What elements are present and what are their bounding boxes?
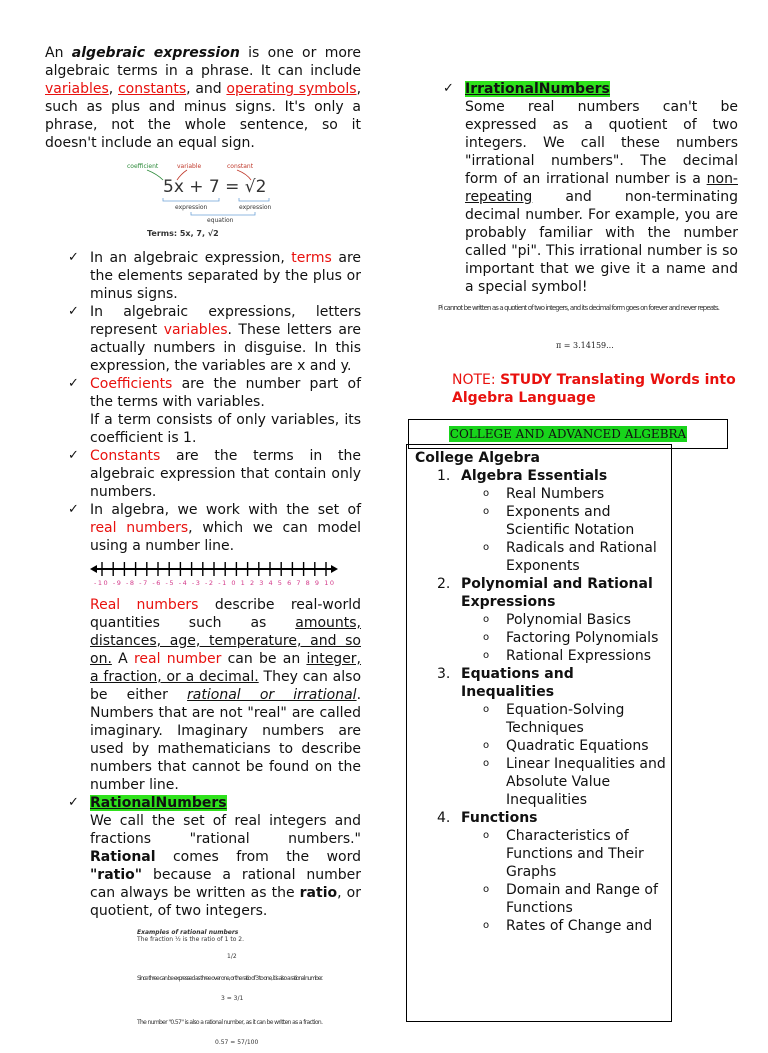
outline-topic: o Factoring Polynomials [483, 630, 659, 646]
svg-text:Examples of rational numbers: Examples of rational numbers [137, 929, 239, 936]
college-algebra-banner: COLLEGE AND ADVANCED ALGEBRA [408, 419, 728, 449]
bullet-constants: ✓ Constants are the terms in the algebraic expression that contain only numbers. [68, 448, 361, 500]
intro-paragraph: An algebraic expression is one or more algebraic terms in a phrase. It can include variables, constants, and operating symbols, such as plus and minus signs. It's only a phrase, not the whole sentence, so it doesn't include an equal sign. [45, 45, 362, 151]
equation-diagram [127, 160, 287, 240]
study-note: NOTE: STUDY Translating Words into Algebra Language [452, 372, 736, 406]
circle-bullet-icon: o [483, 830, 490, 841]
outline-section [415, 665, 671, 809]
label-expression-right: expression [239, 204, 272, 211]
section-title: Polynomial and Rational Expressions [461, 576, 653, 610]
circle-bullet-icon: o [483, 740, 490, 751]
rational-heading: RationalNumbers [90, 795, 227, 811]
constants-link[interactable]: constants [117, 81, 187, 97]
outline-topic: o Domain and Range of Functions [483, 882, 658, 916]
outline-topic: o Quadratic Equations [483, 738, 649, 754]
outline-section [415, 809, 671, 935]
definition-bullets [45, 249, 361, 555]
label-coefficient: coefficient [127, 163, 159, 170]
algebraic-expression-term: algebraic expression [71, 45, 240, 61]
irrational-heading: IrrationalNumbers [465, 81, 610, 97]
outline-title: College Algebra [415, 450, 540, 466]
label-equation: equation [207, 217, 234, 224]
circle-bullet-icon: o [483, 758, 490, 769]
section-number: 2. [437, 576, 451, 592]
outline-topic: o Equation-Solving Techniques [483, 702, 625, 736]
outline-topic: o Characteristics of Functions and Their Graphs [483, 828, 644, 880]
number-line-labels: -10 -9 -8 -7 -6 -5 -4 -3 -2 -1 0 1 2 3 4 5 6 7 8 9 10 [94, 579, 334, 587]
operating-symbols-link[interactable]: operating symbols [226, 81, 357, 97]
course-outline-box [406, 444, 672, 1022]
label-expression-left: expression [175, 204, 208, 211]
check-icon: ✓ [68, 502, 79, 517]
outline-topic: o Exponents and Scientific Notation [483, 504, 635, 538]
rational-section: ✓ RationalNumbers We call the set of real integers and fractions "rational numbers." Rational comes from the word "ratio" because a rational number can always be written as the ratio, or quotient, of two integers. [68, 795, 361, 919]
outline-topic: o Polynomial Basics [483, 612, 631, 628]
outline-section [415, 467, 671, 575]
label-variable: variable [177, 163, 202, 170]
section-number: 4. [437, 810, 451, 826]
label-constant: constant [227, 163, 254, 170]
pi-value: π = 3.14159... [556, 341, 614, 350]
circle-bullet-icon: o [483, 614, 490, 625]
check-icon: ✓ [68, 304, 79, 319]
outline-topic: o Radicals and Rational Exponents [483, 540, 657, 574]
outline-section [415, 575, 671, 665]
circle-bullet-icon: o [483, 488, 490, 499]
svg-text:3 = 3/1: 3 = 3/1 [221, 995, 244, 1002]
circle-bullet-icon: o [483, 920, 490, 931]
bullet-terms: ✓ In an algebraic expression, terms are the elements separated by the plus or minus signs. [68, 250, 362, 302]
svg-text:Since three can be expressed a: Since three can be expressed as three over one, or the ratio of 3 to one, it is also a rational number. [137, 975, 324, 982]
real-numbers-paragraph: Real numbers describe real-world quantities such as amounts, distances, age, temperature, and so on. A real number can be an integer, a fraction, or a decimal. They can also be either rational or irrational. Numbers that are not "real" are called imaginary. Imaginary numbers are used by mathematicians to describe numbers that cannot be found on the number line. [90, 597, 362, 793]
rational-examples-figure [135, 928, 331, 1048]
svg-text:1/2: 1/2 [227, 953, 237, 960]
right-column [420, 80, 738, 449]
outline-list [415, 467, 671, 935]
svg-text:0.57 = 57/100: 0.57 = 57/100 [215, 1039, 259, 1046]
section-number: 1. [437, 468, 451, 484]
check-icon: ✓ [68, 448, 79, 463]
bullet-variables: ✓ In algebraic expressions, letters represent variables. These letters are actually numbers in disguise. In this expression, the variables are x and y. [68, 304, 361, 374]
section-title: Functions [461, 810, 538, 826]
outline-topic: o Rational Expressions [483, 648, 652, 664]
check-icon: ✓ [68, 376, 79, 391]
bullet-real-numbers: ✓ In algebra, we work with the set of real numbers, which we can model using a number line. [68, 502, 361, 554]
svg-text:The number "0.57" is also a ra: The number "0.57" is also a rational number, as it can be written as a fraction. [137, 1019, 323, 1026]
check-icon: ✓ [68, 795, 79, 810]
svg-text:The fraction ½ is the ratio of: The fraction ½ is the ratio of 1 to 2. [137, 936, 245, 943]
section-number: 3. [437, 666, 451, 682]
circle-bullet-icon: o [483, 650, 490, 661]
pi-caption: Pi cannot be written as a quotient of two integers, and its decimal form goes on forever and never repeats. [438, 304, 720, 312]
equation-formula: 5x + 7 = √2 [163, 177, 267, 197]
terms-line: Terms: 5x, 7, √2 [147, 229, 219, 238]
number-line-figure [90, 559, 338, 589]
outline-topic: o Rates of Change and [483, 918, 653, 934]
circle-bullet-icon: o [483, 632, 490, 643]
bullet-coefficients: ✓ Coefficients are the number part of the terms with variables. If a term consists of only variables, its coefficient is 1. [68, 376, 361, 446]
check-icon: ✓ [443, 81, 454, 96]
circle-bullet-icon: o [483, 506, 490, 517]
circle-bullet-icon: o [483, 704, 490, 715]
circle-bullet-icon: o [483, 542, 490, 553]
circle-bullet-icon: o [483, 884, 490, 895]
irrational-section: ✓ IrrationalNumbers Some real numbers can't be expressed as a quotient of two integers. We call these numbers "irrational numbers". The decimal form of an irrational number is a non-repeating and non-terminating decimal number. For example, you are probably familiar with the number called "pi". This irrational number is so important that we give it a name and a special symbol! [443, 81, 738, 295]
section-title: Equations and Inequalities [461, 666, 574, 700]
outline-topic: o Real Numbers [483, 486, 605, 502]
pi-figure [436, 302, 726, 352]
left-column [45, 44, 361, 1053]
variables-link[interactable]: variables [45, 81, 109, 97]
section-title: Algebra Essentials [461, 468, 608, 484]
outline-topic: o Linear Inequalities and Absolute Value Inequalities [483, 756, 666, 808]
check-icon: ✓ [68, 250, 79, 265]
